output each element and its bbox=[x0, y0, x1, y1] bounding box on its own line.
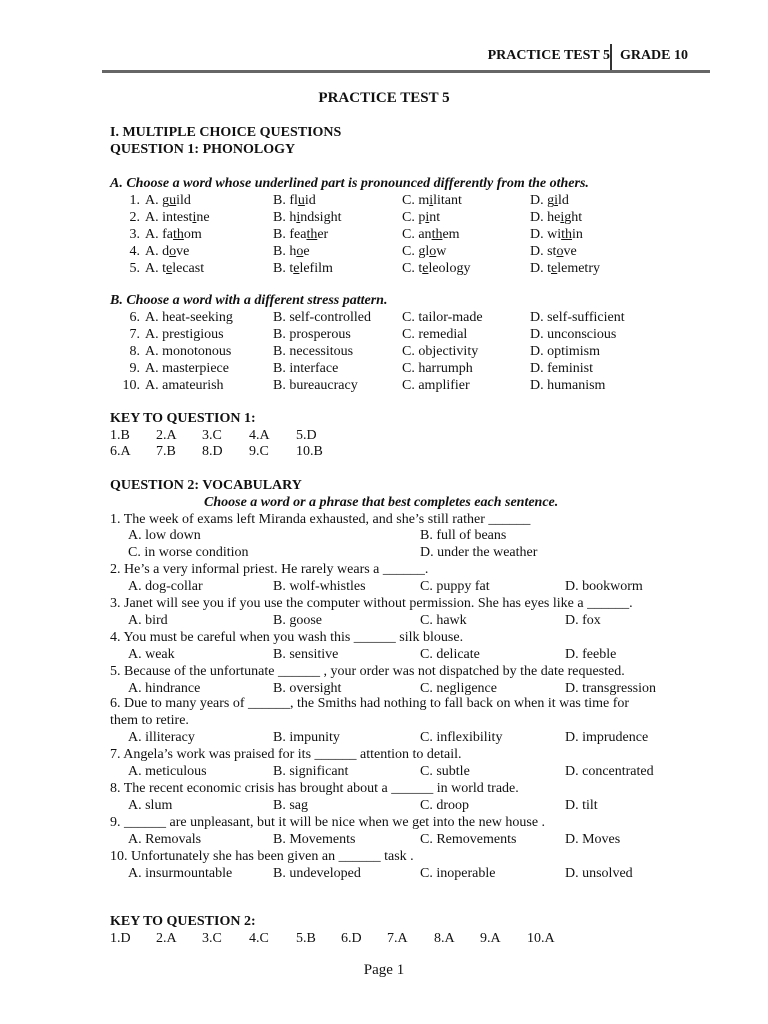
vocab-option: A. meticulous bbox=[128, 764, 207, 779]
vocab-option: A. slum bbox=[128, 798, 173, 813]
question1-title: QUESTION 1: PHONOLOGY bbox=[110, 142, 296, 157]
vocab-option: D. unsolved bbox=[565, 866, 633, 881]
vocab-q6-option-c: C. inflexibility bbox=[420, 730, 503, 745]
vocab-option: C. droop bbox=[420, 798, 469, 813]
vocab-option: C. Removements bbox=[420, 832, 517, 847]
partA-instruction: A. Choose a word whose underlined part is pronounced differently from the others. bbox=[110, 176, 589, 191]
vocab-q6-option-a: A. illiteracy bbox=[128, 730, 195, 745]
vocab-question: 9. ______ are unpleasant, but it will be nice when we get into the new house . bbox=[110, 815, 546, 830]
option-d: D. telemetry bbox=[530, 261, 600, 276]
option-d: D. within bbox=[530, 227, 583, 242]
item-number: 9. bbox=[129, 361, 140, 376]
vocab-q6-option-d: D. imprudence bbox=[565, 730, 649, 745]
vocab-option: B. oversight bbox=[273, 681, 342, 696]
option-b: B. bureaucracy bbox=[273, 378, 358, 393]
option-a: A. masterpiece bbox=[145, 361, 229, 376]
vocab-q1-option-d: D. under the weather bbox=[420, 545, 538, 560]
key-answer: 9.C bbox=[249, 444, 269, 459]
option-d: D. unconscious bbox=[530, 327, 617, 342]
partB-instruction: B. Choose a word with a different stress pattern. bbox=[110, 293, 388, 308]
option-c: C. teleology bbox=[402, 261, 471, 276]
key-answer: 1.B bbox=[110, 428, 130, 443]
vocab-question-1: 1. The week of exams left Miranda exhausted, and she’s still rather ______ bbox=[110, 512, 531, 527]
key-answer: 7.B bbox=[156, 444, 176, 459]
option-b: B. prosperous bbox=[273, 327, 351, 342]
option-b: B. feather bbox=[273, 227, 329, 242]
vocab-option: C. delicate bbox=[420, 647, 480, 662]
document-title: PRACTICE TEST 5 bbox=[318, 90, 450, 106]
option-a: A. fathom bbox=[145, 227, 202, 242]
key-answer: 1.D bbox=[110, 931, 131, 946]
vocab-option: B. goose bbox=[273, 613, 322, 628]
option-c: C. harrumph bbox=[402, 361, 473, 376]
key-answer: 5.B bbox=[296, 931, 316, 946]
option-d: D. gild bbox=[530, 193, 569, 208]
option-c: C. tailor-made bbox=[402, 310, 483, 325]
header-rule bbox=[102, 70, 710, 73]
option-b: B. hindsight bbox=[273, 210, 342, 225]
key1-title: KEY TO QUESTION 1: bbox=[110, 411, 256, 426]
key-answer: 2.A bbox=[156, 931, 177, 946]
option-b: B. fluid bbox=[273, 193, 316, 208]
question2-title: QUESTION 2: VOCABULARY bbox=[110, 478, 302, 493]
key-answer: 3.C bbox=[202, 428, 222, 443]
option-d: D. height bbox=[530, 210, 583, 225]
key2-title: KEY TO QUESTION 2: bbox=[110, 914, 256, 929]
vocab-q1-option-c: C. in worse condition bbox=[128, 545, 249, 560]
vocab-option: B. significant bbox=[273, 764, 349, 779]
vocab-option: A. hindrance bbox=[128, 681, 201, 696]
key-answer: 3.C bbox=[202, 931, 222, 946]
item-number: 3. bbox=[129, 227, 140, 242]
option-b: B. necessitous bbox=[273, 344, 354, 359]
vocab-option: A. dog-collar bbox=[128, 579, 203, 594]
vocab-question: 4. You must be careful when you wash this ______ silk blouse. bbox=[110, 630, 464, 645]
item-number: 8. bbox=[129, 344, 140, 359]
vocab-option: A. bird bbox=[128, 613, 168, 628]
option-b: B. hoe bbox=[273, 244, 310, 259]
item-number: 6. bbox=[129, 310, 140, 325]
item-number: 5. bbox=[129, 261, 140, 276]
key-answer: 10.A bbox=[527, 931, 555, 946]
option-d: D. feminist bbox=[530, 361, 593, 376]
option-c: C. objectivity bbox=[402, 344, 479, 359]
vocab-option: D. Moves bbox=[565, 832, 621, 847]
option-b: B. self-controlled bbox=[273, 310, 371, 325]
option-c: C. pint bbox=[402, 210, 441, 225]
vocab-question: 8. The recent economic crisis has brought about a ______ in world trade. bbox=[110, 781, 519, 796]
vocab-option: B. Movements bbox=[273, 832, 356, 847]
vocab-option: D. concentrated bbox=[565, 764, 654, 779]
option-c: C. remedial bbox=[402, 327, 468, 342]
option-a: A. monotonous bbox=[145, 344, 232, 359]
vocab-question-6-cont: them to retire. bbox=[110, 713, 189, 728]
option-c: C. amplifier bbox=[402, 378, 470, 393]
item-number: 10. bbox=[122, 378, 140, 393]
key-answer: 6.D bbox=[341, 931, 362, 946]
key-answer: 7.A bbox=[387, 931, 408, 946]
vocab-option: D. tilt bbox=[565, 798, 598, 813]
vocab-question-6: 6. Due to many years of ______, the Smiths had nothing to fall back on when it was time for bbox=[110, 696, 630, 711]
option-a: A. amateurish bbox=[145, 378, 224, 393]
vocab-option: C. negligence bbox=[420, 681, 497, 696]
item-number: 7. bbox=[129, 327, 140, 342]
option-a: A. guild bbox=[145, 193, 191, 208]
vocab-option: D. feeble bbox=[565, 647, 617, 662]
option-c: C. militant bbox=[402, 193, 462, 208]
option-a: A. telecast bbox=[145, 261, 205, 276]
header-divider bbox=[610, 44, 612, 72]
option-d: D. self-sufficient bbox=[530, 310, 625, 325]
key-answer: 10.B bbox=[296, 444, 323, 459]
vocab-q1-option-b: B. full of beans bbox=[420, 528, 507, 543]
option-a: A. heat-seeking bbox=[145, 310, 233, 325]
vocab-option: D. bookworm bbox=[565, 579, 643, 594]
vocab-option: A. Removals bbox=[128, 832, 202, 847]
vocab-question: 3. Janet will see you if you use the computer without permission. She has eyes like a ______. bbox=[110, 596, 633, 611]
key-answer: 4.C bbox=[249, 931, 269, 946]
option-d: D. humanism bbox=[530, 378, 606, 393]
vocab-q6-option-b: B. impunity bbox=[273, 730, 340, 745]
key-answer: 9.A bbox=[480, 931, 501, 946]
vocab-option: D. transgression bbox=[565, 681, 656, 696]
vocab-option: B. sensitive bbox=[273, 647, 339, 662]
key-answer: 2.A bbox=[156, 428, 177, 443]
vocab-question: 7. Angela’s work was praised for its ______ attention to detail. bbox=[110, 747, 462, 762]
option-a: A. dove bbox=[145, 244, 190, 259]
item-number: 2. bbox=[129, 210, 140, 225]
key-answer: 5.D bbox=[296, 428, 317, 443]
key-answer: 4.A bbox=[249, 428, 270, 443]
vocab-option: D. fox bbox=[565, 613, 601, 628]
vocab-option: C. inoperable bbox=[420, 866, 496, 881]
option-a: A. prestigious bbox=[145, 327, 224, 342]
header-title: PRACTICE TEST 5 bbox=[487, 48, 610, 63]
option-b: B. telefilm bbox=[273, 261, 333, 276]
option-c: C. glow bbox=[402, 244, 447, 259]
page-number: Page 1 bbox=[363, 962, 405, 978]
option-a: A. intestine bbox=[145, 210, 210, 225]
option-c: C. anthem bbox=[402, 227, 460, 242]
vocab-option: A. weak bbox=[128, 647, 175, 662]
page-header bbox=[102, 44, 710, 72]
question2-instruction: Choose a word or a phrase that best completes each sentence. bbox=[204, 495, 559, 510]
option-d: D. stove bbox=[530, 244, 577, 259]
option-d: D. optimism bbox=[530, 344, 601, 359]
header-grade: GRADE 10 bbox=[619, 48, 688, 63]
vocab-question: 10. Unfortunately she has been given an ______ task . bbox=[110, 849, 414, 864]
vocab-question: 2. He’s a very informal priest. He rarely wears a ______. bbox=[110, 562, 429, 577]
key-answer: 8.D bbox=[202, 444, 223, 459]
option-b: B. interface bbox=[273, 361, 339, 376]
vocab-option: A. insurmountable bbox=[128, 866, 233, 881]
vocab-option: C. hawk bbox=[420, 613, 467, 628]
item-number: 4. bbox=[129, 244, 140, 259]
vocab-question: 5. Because of the unfortunate ______ , your order was not dispatched by the date requested. bbox=[110, 664, 625, 679]
vocab-option: C. puppy fat bbox=[420, 579, 490, 594]
section-title: I. MULTIPLE CHOICE QUESTIONS bbox=[110, 125, 342, 140]
vocab-option: B. sag bbox=[273, 798, 308, 813]
vocab-q1-option-a: A. low down bbox=[128, 528, 201, 543]
key-answer: 6.A bbox=[110, 444, 131, 459]
item-number: 1. bbox=[129, 193, 140, 208]
vocab-option: C. subtle bbox=[420, 764, 470, 779]
vocab-option: B. undeveloped bbox=[273, 866, 361, 881]
key-answer: 8.A bbox=[434, 931, 455, 946]
vocab-option: B. wolf-whistles bbox=[273, 579, 366, 594]
